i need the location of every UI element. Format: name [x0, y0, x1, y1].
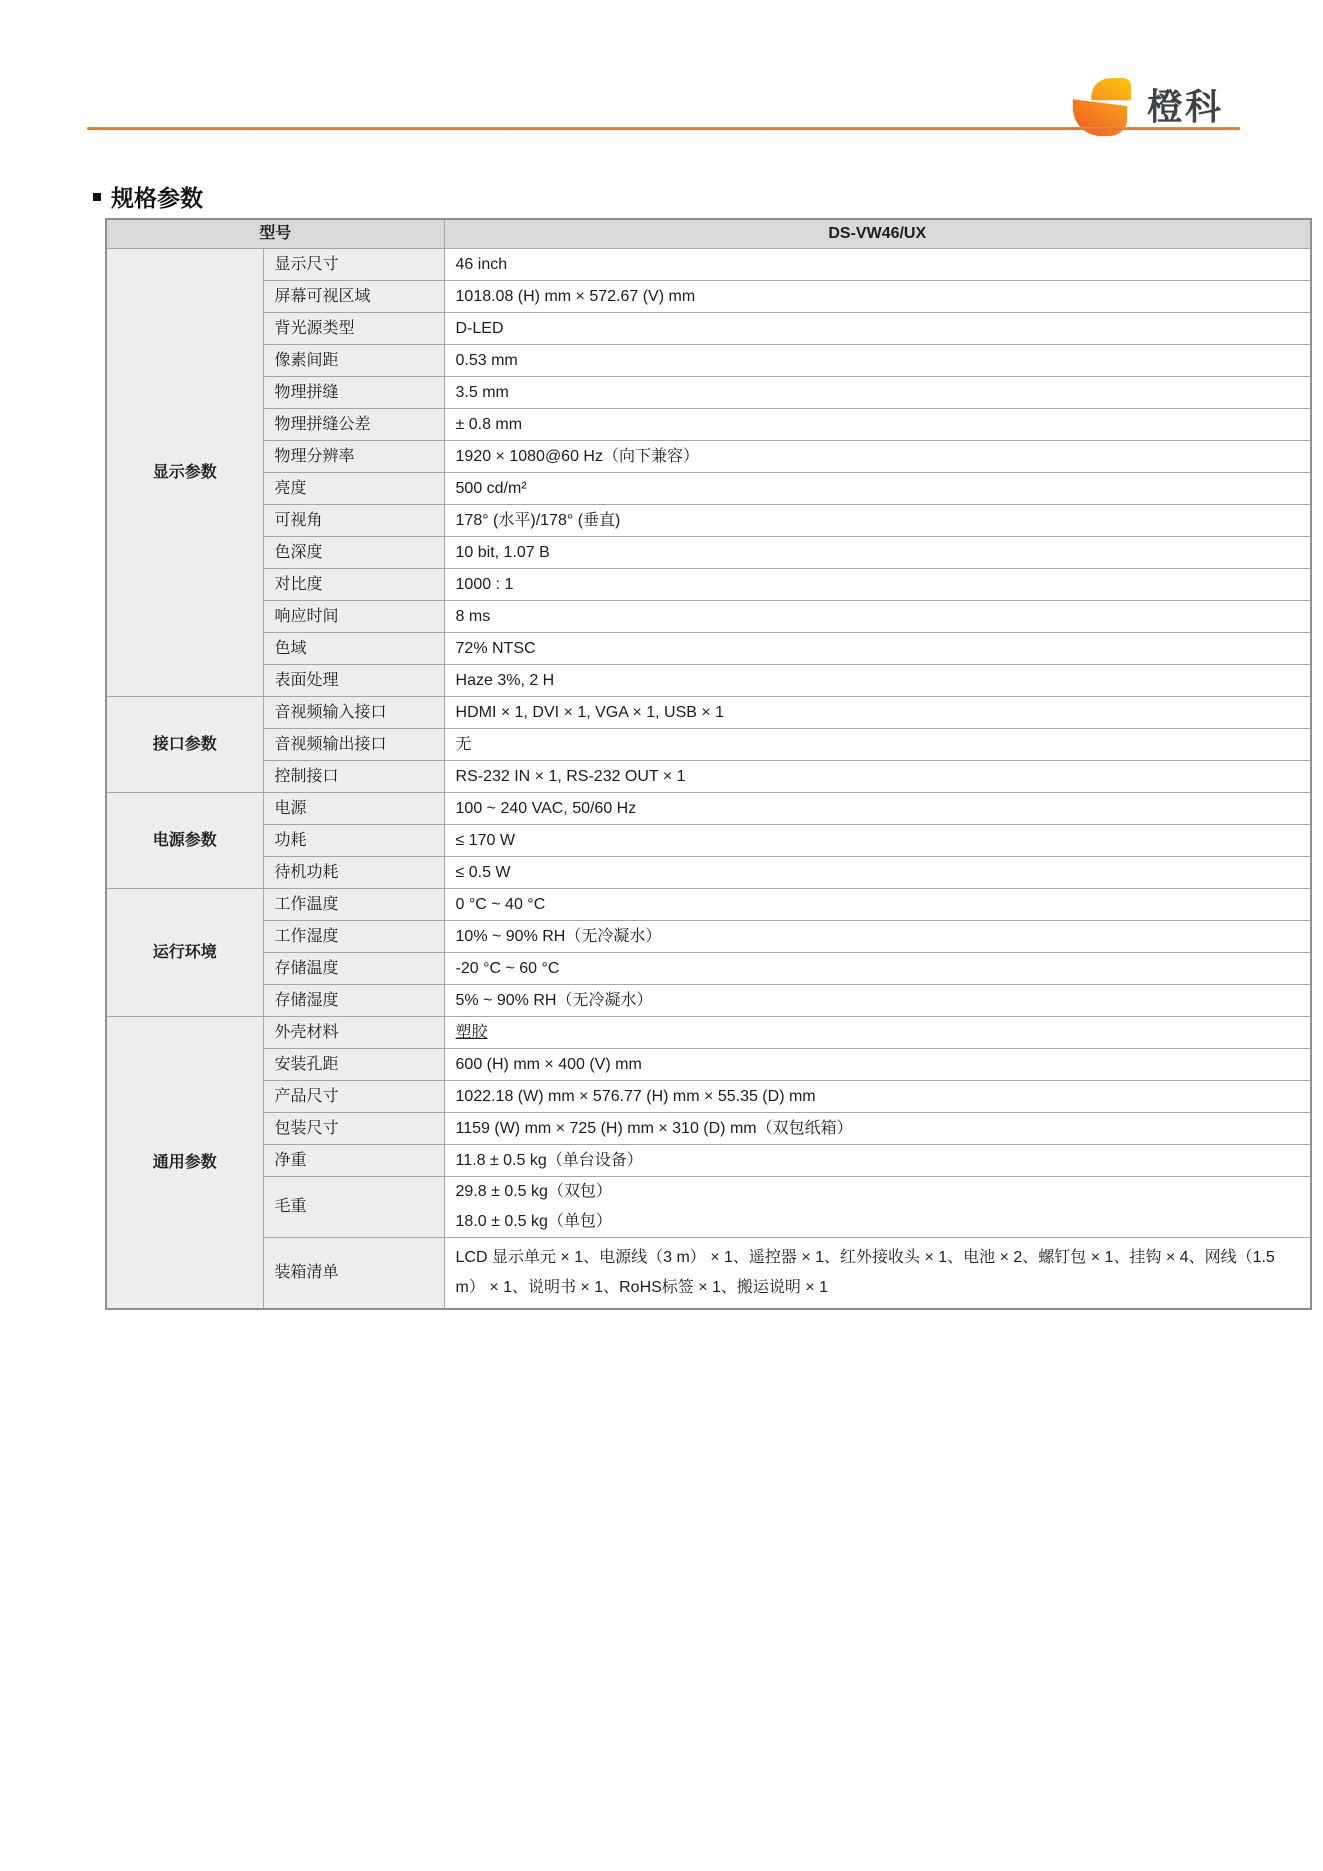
param-value-text: -20 °C ~ 60 °C	[455, 959, 560, 977]
param-label-cell: 装箱清单	[263, 1238, 444, 1310]
category-cell: 显示参数	[106, 249, 263, 697]
param-value-cell	[444, 345, 1311, 377]
param-label-cell: 音视频输出接口	[263, 729, 444, 761]
param-label-cell: 外壳材料	[263, 1017, 444, 1049]
table-row	[106, 281, 1311, 313]
param-label-cell: 包装尺寸	[263, 1113, 444, 1145]
param-label-cell: 毛重	[263, 1177, 444, 1238]
param-value-text: 10 bit, 1.07 B	[455, 543, 550, 561]
param-value-text: 10% ~ 90% RH（无冷凝水）	[455, 927, 662, 945]
param-value-text: 100 ~ 240 VAC, 50/60 Hz	[455, 799, 637, 817]
param-label-cell: 待机功耗	[263, 857, 444, 889]
table-row	[106, 505, 1311, 537]
param-value-text: 11.8 ± 0.5 kg（单台设备）	[455, 1151, 643, 1169]
param-value-cell	[444, 249, 1311, 281]
param-label-cell: 工作温度	[263, 889, 444, 921]
param-value-text: 塑胶	[455, 1023, 488, 1041]
table-row	[106, 313, 1311, 345]
param-value-cell	[444, 793, 1311, 825]
param-value-text: 0.53 mm	[455, 351, 518, 369]
param-value-text: 72% NTSC	[455, 639, 536, 657]
table-row	[106, 441, 1311, 473]
spec-table-body	[106, 219, 1311, 1309]
param-value-text: 178° (水平)/178° (垂直)	[455, 511, 621, 529]
orange-divider-line	[87, 127, 1240, 130]
param-value-cell	[444, 697, 1311, 729]
param-label-cell: 工作湿度	[263, 921, 444, 953]
param-value-cell	[444, 505, 1311, 537]
table-row	[106, 1081, 1311, 1113]
param-value-cell	[444, 953, 1311, 985]
param-value-cell	[444, 857, 1311, 889]
model-value-cell: DS-VW46/UX	[444, 219, 1311, 249]
table-row	[106, 249, 1311, 281]
param-value-text: 1018.08 (H) mm × 572.67 (V) mm	[455, 287, 696, 305]
param-value-cell	[444, 377, 1311, 409]
table-row	[106, 633, 1311, 665]
param-value-cell	[444, 665, 1311, 697]
table-row	[106, 1238, 1311, 1310]
param-label-cell: 对比度	[263, 569, 444, 601]
param-value-text: HDMI × 1, DVI × 1, VGA × 1, USB × 1	[455, 703, 725, 721]
table-row	[106, 729, 1311, 761]
param-value-text: 46 inch	[455, 255, 508, 273]
spec-table-container	[105, 218, 1312, 1310]
category-cell: 电源参数	[106, 793, 263, 889]
table-row	[106, 1049, 1311, 1081]
table-row	[106, 1017, 1311, 1049]
param-value-cell	[444, 633, 1311, 665]
spec-table	[105, 218, 1312, 1310]
param-value-cell	[444, 825, 1311, 857]
param-label-cell: 音视频输入接口	[263, 697, 444, 729]
table-row	[106, 825, 1311, 857]
param-label-cell: 屏幕可视区域	[263, 281, 444, 313]
param-label-cell: 表面处理	[263, 665, 444, 697]
param-value-cell	[444, 1017, 1311, 1049]
param-label-cell: 安装孔距	[263, 1049, 444, 1081]
param-label-cell: 电源	[263, 793, 444, 825]
table-row	[106, 1113, 1311, 1145]
param-value-text: D-LED	[455, 319, 504, 337]
param-value-text: 5% ~ 90% RH（无冷凝水）	[455, 991, 653, 1009]
param-label-cell: 产品尺寸	[263, 1081, 444, 1113]
param-value-cell	[444, 473, 1311, 505]
logo-text: 橙科	[1146, 86, 1223, 127]
param-value-cell	[444, 281, 1311, 313]
param-label-cell: 功耗	[263, 825, 444, 857]
section-title-text: 规格参数	[111, 185, 203, 211]
table-row	[106, 537, 1311, 569]
param-value-cell	[444, 729, 1311, 761]
table-row	[106, 601, 1311, 633]
table-row	[106, 985, 1311, 1017]
param-value-text: 无	[455, 735, 472, 753]
category-cell: 运行环境	[106, 889, 263, 1017]
param-value-text: 0 °C ~ 40 °C	[455, 895, 546, 913]
param-label-cell: 背光源类型	[263, 313, 444, 345]
category-cell: 通用参数	[106, 1017, 263, 1310]
table-row	[106, 953, 1311, 985]
param-value-line: 18.0 ± 0.5 kg（单包）	[455, 1213, 612, 1230]
table-row	[106, 345, 1311, 377]
param-value-cell	[444, 889, 1311, 921]
param-value-text: 500 cd/m²	[455, 479, 527, 497]
param-value-text: 3.5 mm	[455, 383, 509, 401]
param-label-cell: 存储湿度	[263, 985, 444, 1017]
param-value-cell	[444, 921, 1311, 953]
param-value-text: ≤ 0.5 W	[455, 863, 511, 881]
param-value-cell	[444, 1145, 1311, 1177]
param-value-text: 600 (H) mm × 400 (V) mm	[455, 1055, 642, 1073]
param-label-cell: 色域	[263, 633, 444, 665]
param-value-text: RS-232 IN × 1, RS-232 OUT × 1	[455, 767, 686, 785]
param-label-cell: 物理分辨率	[263, 441, 444, 473]
square-bullet-icon	[93, 193, 101, 201]
param-value-text: ≤ 170 W	[455, 831, 515, 849]
param-value-cell	[444, 537, 1311, 569]
param-label-cell: 物理拼缝公差	[263, 409, 444, 441]
param-value-cell	[444, 409, 1311, 441]
param-label-cell: 色深度	[263, 537, 444, 569]
param-label-cell: 控制接口	[263, 761, 444, 793]
table-row	[106, 761, 1311, 793]
table-row	[106, 857, 1311, 889]
table-row	[106, 569, 1311, 601]
param-value-text: 8 ms	[455, 607, 491, 625]
param-value-cell	[444, 569, 1311, 601]
table-row	[106, 377, 1311, 409]
param-value-cell	[444, 1049, 1311, 1081]
model-label-cell: 型号	[106, 219, 444, 249]
table-row	[106, 665, 1311, 697]
table-row	[106, 921, 1311, 953]
param-value-cell	[444, 441, 1311, 473]
param-value-text: 1159 (W) mm × 725 (H) mm × 310 (D) mm（双包纸箱）	[455, 1119, 853, 1137]
param-value-cell	[444, 761, 1311, 793]
param-value-text: 1920 × 1080@60 Hz（向下兼容）	[455, 447, 699, 465]
param-label-cell: 物理拼缝	[263, 377, 444, 409]
param-label-cell: 响应时间	[263, 601, 444, 633]
table-row	[106, 409, 1311, 441]
table-row	[106, 473, 1311, 505]
param-label-cell: 净重	[263, 1145, 444, 1177]
table-row	[106, 697, 1311, 729]
section-title	[93, 180, 203, 213]
param-label-cell: 显示尺寸	[263, 249, 444, 281]
param-value-text: Haze 3%, 2 H	[455, 671, 555, 689]
param-value-text: LCD 显示单元 × 1、电源线（3 m） × 1、遥控器 × 1、红外接收头 × 1、电池 × 2、螺钉包 × 1、挂钩 × 4、网线（1.5 m） × 1、说明书 × 1、RoHS标签 × 1、搬运说明 × 1	[455, 1249, 1275, 1296]
table-row	[106, 1177, 1311, 1238]
param-value-cell	[444, 1081, 1311, 1113]
model-header-row	[106, 219, 1311, 249]
table-row	[106, 793, 1311, 825]
table-row	[106, 1145, 1311, 1177]
param-value-cell	[444, 601, 1311, 633]
param-value-text: ± 0.8 mm	[455, 415, 523, 433]
param-value-text: 1000 : 1	[455, 575, 514, 593]
table-row	[106, 889, 1311, 921]
param-label-cell: 亮度	[263, 473, 444, 505]
param-value-cell	[444, 313, 1311, 345]
param-value-line: 29.8 ± 0.5 kg（双包）	[455, 1183, 612, 1200]
param-value-cell	[444, 1113, 1311, 1145]
param-label-cell: 存储温度	[263, 953, 444, 985]
category-cell: 接口参数	[106, 697, 263, 793]
param-value-cell	[444, 985, 1311, 1017]
param-value-text: 1022.18 (W) mm × 576.77 (H) mm × 55.35 (D) mm	[455, 1087, 816, 1105]
param-value-cell	[444, 1177, 1311, 1238]
param-value-cell	[444, 1238, 1311, 1310]
param-label-cell: 像素间距	[263, 345, 444, 377]
param-label-cell: 可视角	[263, 505, 444, 537]
